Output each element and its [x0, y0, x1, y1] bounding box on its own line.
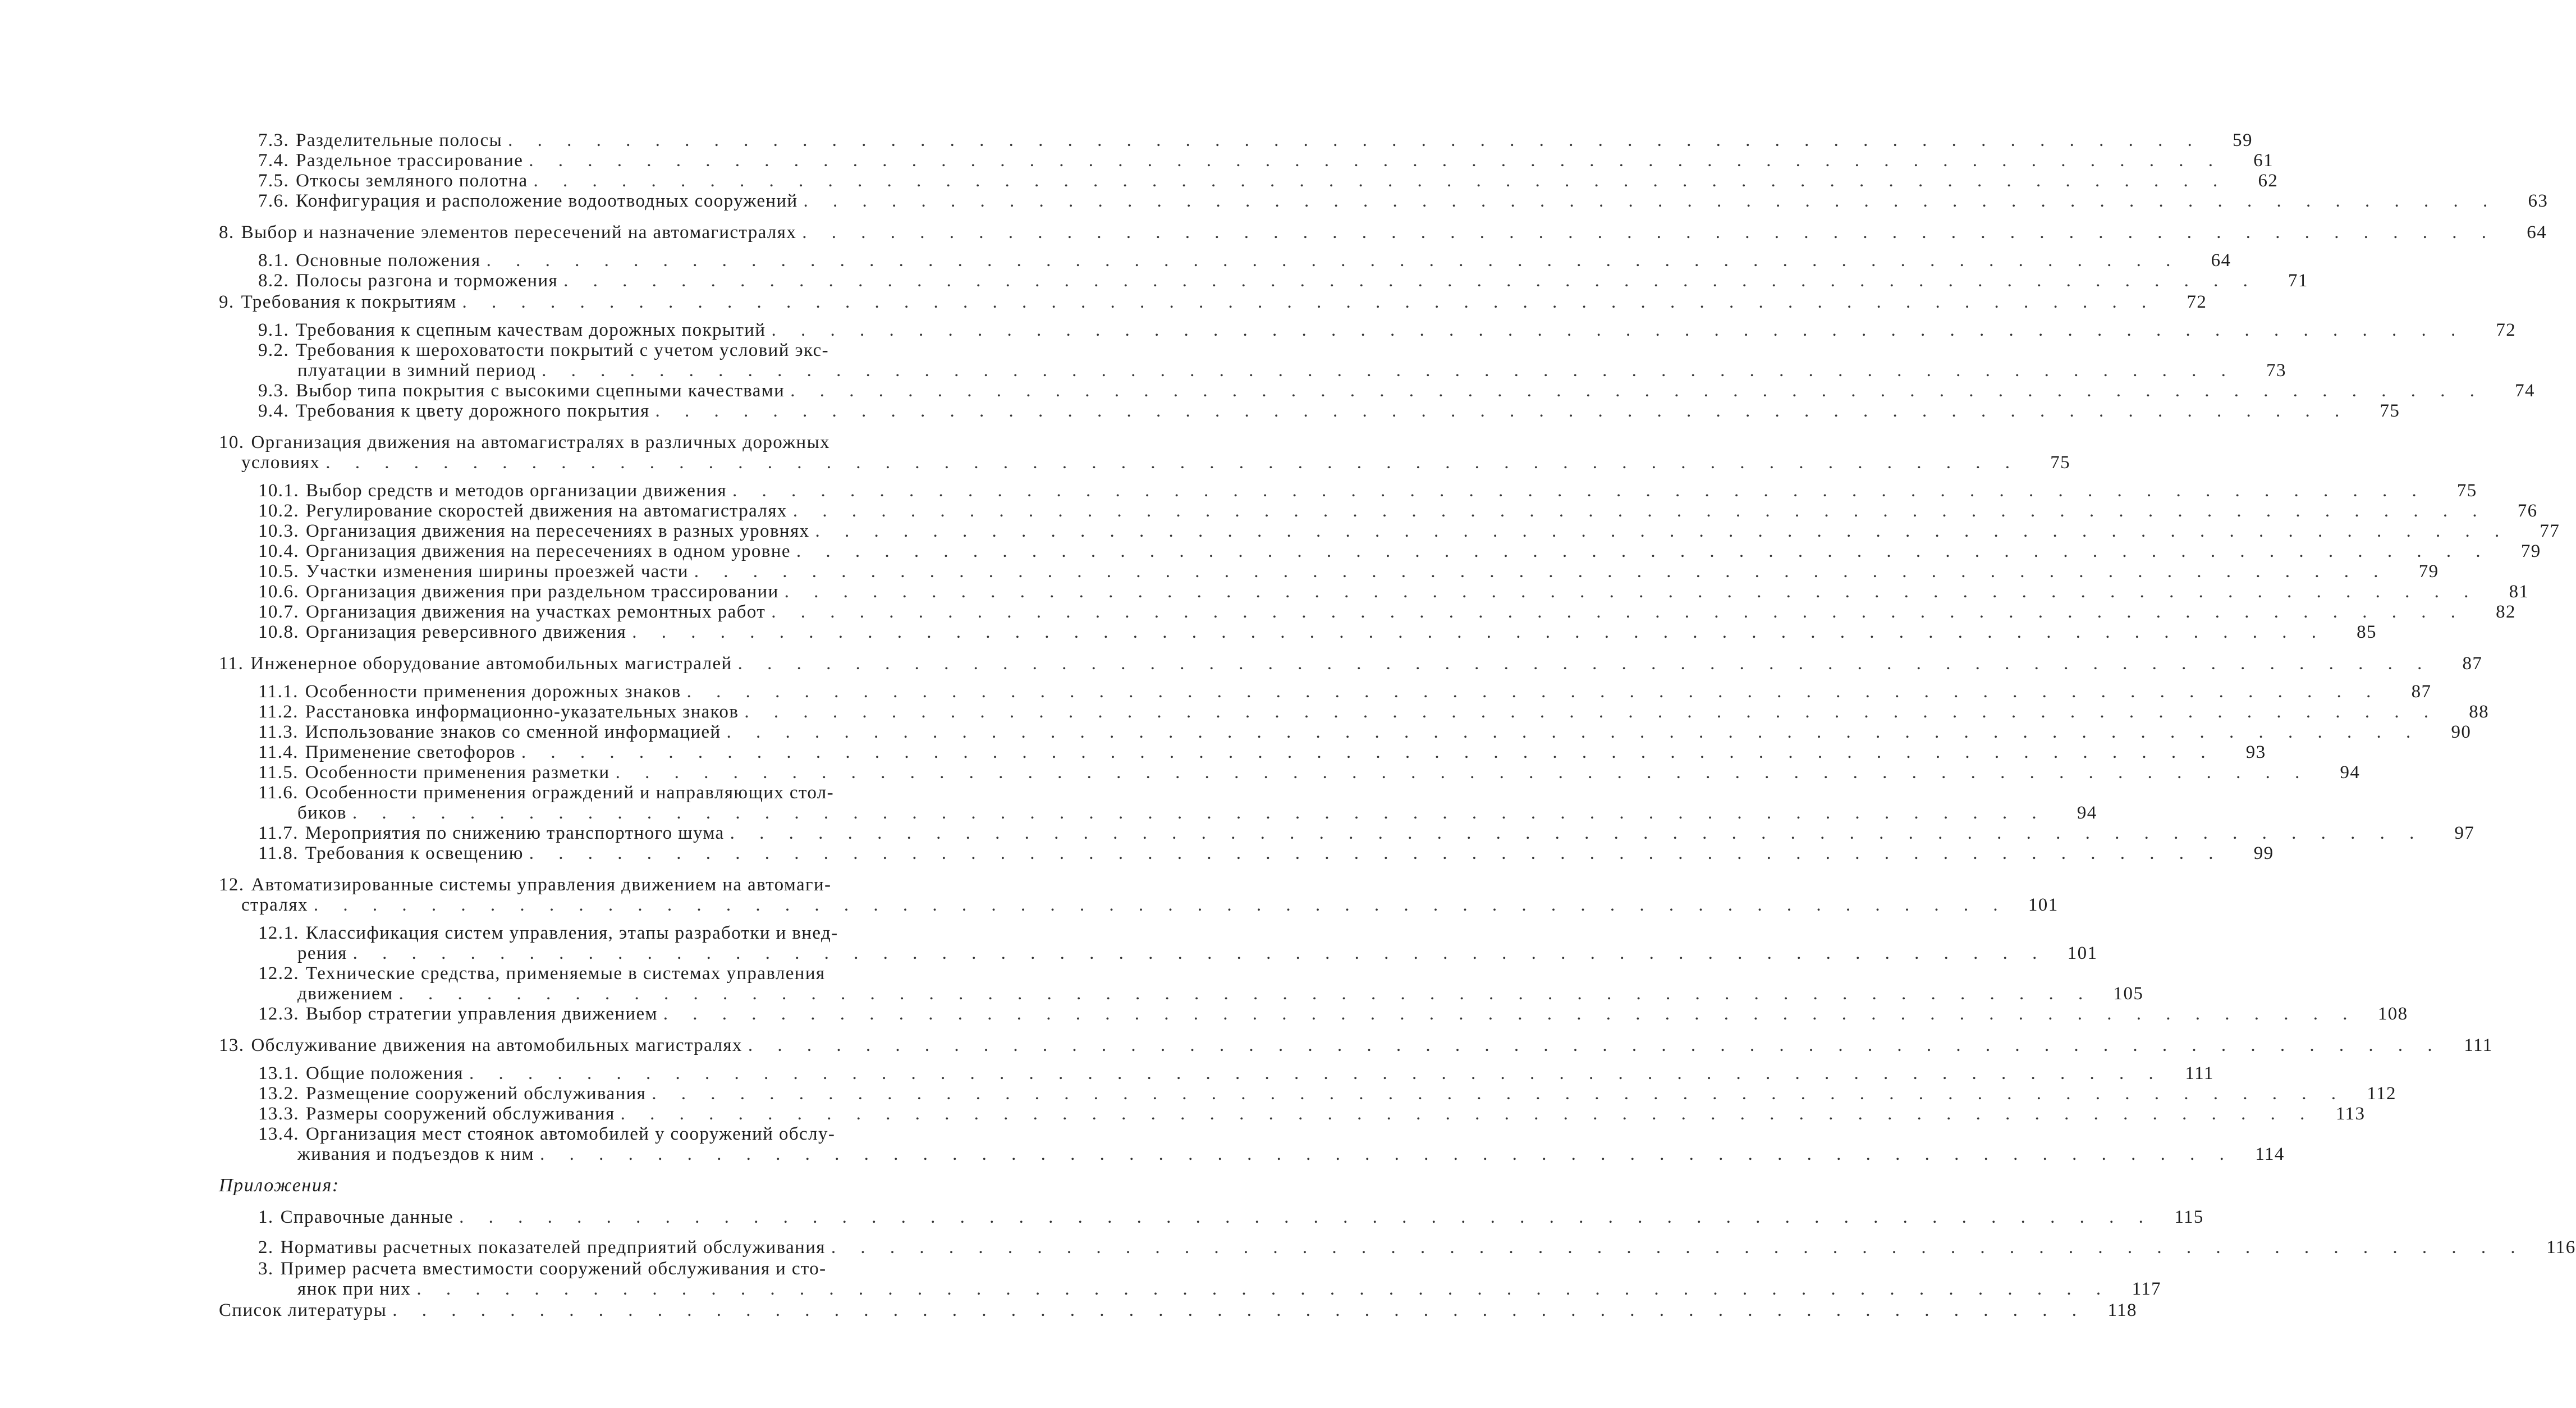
toc-section-e102 — [219, 501, 2538, 521]
toc-section-e76 — [219, 191, 2549, 211]
entry-title: Справочные данные — [280, 1207, 454, 1227]
toc-section-e115 — [219, 762, 2360, 783]
entry-title: Требования к сцепным качествам дорожных покрытий — [296, 320, 766, 340]
entry-title: Мероприятия по снижению транспортного шума — [305, 823, 725, 843]
toc-section-e81 — [219, 250, 2231, 271]
page-number: 114 — [2255, 1144, 2285, 1164]
toc-section-e133-row — [258, 1104, 2366, 1124]
appendix-heading: Приложения: — [219, 1175, 340, 1196]
dot-leader: . . . . . . . . . . . . . . . . . . . . . . . . . . . . . . . . . . . . . . . . . . . . . . . . . . . . . . . . . . — [529, 843, 2224, 863]
toc-chapter-e11 — [219, 653, 2483, 674]
entry-number: 11.3. — [258, 722, 299, 742]
toc-section-e106 — [219, 582, 2529, 602]
entry-title: Организация реверсивного движения — [306, 622, 627, 642]
toc-section-e106-row — [258, 582, 2529, 602]
toc-chapter-e12-line1 — [219, 875, 971, 895]
toc-section-e134 — [219, 1124, 2285, 1164]
entry-title-continued: рения — [297, 943, 347, 963]
dot-leader: . . . . . . . . . . . . . . . . . . . . . . . . . . . . . . . . . . . . . . . . . . . . . . . . . . . . . . . . . . — [459, 1207, 2153, 1227]
entry-title: Инженерное оборудование автомобильных магистралей — [250, 653, 732, 674]
entry-title: Организация движения на участках ремонтных работ — [306, 602, 766, 622]
entry-title-continued: плуатации в зимний период — [297, 360, 537, 381]
dot-leader: . . . . . . . . . . . . . . . . . . . . . . . . . . . . . . . . . . . . . . . . . . . . . . . . . . . . . . . . . . — [392, 1300, 2087, 1320]
entry-title: Основные положения — [296, 250, 481, 271]
toc-section-e91-row — [258, 320, 2517, 340]
dot-leader: . . . . . . . . . . . . . . . . . . . . . . . . . . . . . . . . . . . . . . . . . . . . . . . . . . . . . . . . . . — [352, 803, 2047, 823]
page-number: 61 — [2253, 150, 2274, 171]
toc-section-e121-line1 — [258, 923, 971, 943]
page-number: 74 — [2515, 381, 2535, 401]
entry-number: 12. — [219, 875, 245, 895]
entry-title: Полосы разгона и торможения — [296, 271, 558, 291]
entry-number: 10.5. — [258, 561, 299, 582]
entry-title: Конфигурация и расположение водоотводных сооружений — [296, 191, 798, 211]
entry-number: 10.4. — [258, 541, 299, 561]
dot-leader: . . . . . . . . . . . . . . . . . . . . . . . . . . . . . . . . . . . . . . . . . . . . . . . . . . . . . . . . . . — [542, 360, 2236, 381]
page-number: 87 — [2411, 682, 2432, 702]
page-number: 105 — [2113, 984, 2144, 1004]
page-number: 77 — [2540, 521, 2560, 541]
page-number: 101 — [2067, 943, 2098, 963]
page-number: 73 — [2266, 360, 2286, 381]
entry-title-continued: условиях — [241, 452, 320, 473]
toc-section-e101-row — [258, 481, 2477, 501]
toc-section-e134-line2 — [258, 1144, 2285, 1164]
entry-number: 1. — [258, 1207, 274, 1227]
dot-leader: . . . . . . . . . . . . . . . . . . . . . . . . . . . . . . . . . . . . . . . . . . . . . . . . . . . . . . . . . . — [620, 1104, 2315, 1124]
entry-title-continued: живания и подъездов к ним — [297, 1144, 535, 1164]
toc-section-e118 — [219, 843, 2274, 863]
toc-chapter-e8-row — [219, 222, 2547, 243]
entry-number: 11.5. — [258, 762, 299, 783]
toc-chapter-e8 — [219, 222, 2547, 243]
page-number: 81 — [2509, 582, 2529, 602]
entry-number: 9.1. — [258, 320, 290, 340]
references-entry — [219, 1300, 2137, 1320]
entry-number: 8.2. — [258, 271, 290, 291]
page-number: 87 — [2462, 653, 2483, 674]
dot-leader: . . . . . . . . . . . . . . . . . . . . . . . . . . . . . . . . . . . . . . . . . . . . . . . . . . . . . . . . . . — [529, 150, 2223, 171]
entry-number: 11.7. — [258, 823, 299, 843]
entry-title: Участки изменения ширины проезжей части — [306, 561, 689, 582]
toc-section-e113 — [219, 722, 2472, 742]
toc-section-e103 — [219, 521, 2560, 541]
entry-title: Технические средства, применяемые в системах управления — [306, 963, 826, 984]
dot-leader: . . . . . . . . . . . . . . . . . . . . . . . . . . . . . . . . . . . . . . . . . . . . . . . . . . . . . . . . . . — [803, 191, 2498, 211]
entry-number: 11.4. — [258, 742, 299, 762]
page-number: 113 — [2335, 1104, 2366, 1124]
toc-section-e94 — [219, 401, 2400, 421]
toc-section-e111 — [219, 682, 2432, 702]
entry-title: Применение светофоров — [305, 742, 516, 762]
entry-title: Раздельное трассирование — [296, 150, 524, 171]
dot-leader: . . . . . . . . . . . . . . . . . . . . . . . . . . . . . . . . . . . . . . . . . . . . . . . . . . . . . . . . . . — [521, 742, 2216, 762]
page-number: 108 — [2377, 1004, 2408, 1024]
toc-section-e75-row — [258, 171, 2279, 191]
page-number: 112 — [2367, 1084, 2396, 1104]
toc-chapter-e12 — [219, 875, 2059, 915]
toc-section-e105-row — [258, 561, 2439, 582]
entry-title: Организация мест стоянок автомобилей у сооружений обслу- — [306, 1124, 836, 1144]
page-number: 76 — [2517, 501, 2538, 521]
entry-title: Расстановка информационно-указательных знаков — [305, 702, 739, 722]
toc-section-e107-row — [258, 602, 2516, 622]
entry-title: Общие положения — [306, 1063, 464, 1084]
dot-leader: . . . . . . . . . . . . . . . . . . . . . . . . . . . . . . . . . . . . . . . . . . . . . . . . . . . . . . . . . . — [486, 250, 2181, 271]
dot-leader: . . . . . . . . . . . . . . . . . . . . . . . . . . . . . . . . . . . . . . . . . . . . . . . . . . . . . . . . . . — [831, 1237, 2525, 1258]
page-number: 59 — [2233, 130, 2253, 150]
entry-title: Особенности применения дорожных знаков — [305, 682, 681, 702]
toc-chapter-e11-row — [219, 653, 2483, 674]
entry-number: 3. — [258, 1259, 274, 1279]
page-number: 75 — [2050, 452, 2070, 473]
toc-section-e108 — [219, 622, 2377, 642]
entry-title: Пример расчета вместимости сооружений обслуживания и сто- — [280, 1259, 827, 1279]
toc-section-e111-row — [258, 682, 2432, 702]
dot-leader: . . . . . . . . . . . . . . . . . . . . . . . . . . . . . . . . . . . . . . . . . . . . . . . . . . . . . . . . . . — [790, 381, 2485, 401]
entry-number: 10.7. — [258, 602, 299, 622]
entry-title: Выбор типа покрытия с высокими сцепными качествами — [296, 381, 785, 401]
entry-title-continued: биков — [297, 803, 347, 823]
entry-title: Разделительные полосы — [296, 130, 503, 150]
entry-title: Особенности применения разметки — [305, 762, 610, 783]
dot-leader: . . . . . . . . . . . . . . . . . . . . . . . . . . . . . . . . . . . . . . . . . . . . . . . . . . . . . . . . . . — [694, 561, 2389, 582]
page-number: 116 — [2546, 1237, 2576, 1258]
entry-title: Организация движения на пересечениях в одном уровне — [306, 541, 791, 561]
page-number: 64 — [2527, 222, 2547, 243]
entry-number: 12.1. — [258, 923, 299, 943]
page-number: 62 — [2258, 171, 2279, 191]
references-title: Список литературы — [219, 1300, 387, 1320]
entry-title: Требования к цвету дорожного покрытия — [296, 401, 650, 421]
toc-section-e104-row — [258, 541, 2541, 561]
entry-number: 10.8. — [258, 622, 299, 642]
toc-section-e92-line2 — [258, 360, 2286, 381]
entry-number: 7.3. — [258, 130, 290, 150]
appendix-item-a2-row — [258, 1237, 2576, 1258]
appendix-item-a3 — [219, 1259, 2162, 1299]
entry-title: Размещение сооружений обслуживания — [306, 1084, 647, 1104]
dot-leader: . . . . . . . . . . . . . . . . . . . . . . . . . . . . . . . . . . . . . . . . . . . . . . . . . . . . . . . . . . — [732, 481, 2427, 501]
appendix-item-a2 — [219, 1237, 2576, 1258]
toc-section-e114 — [219, 742, 2266, 762]
table-of-contents — [219, 130, 2576, 1320]
toc-section-e117-row — [258, 823, 2475, 843]
page-number: 63 — [2528, 191, 2549, 211]
entry-number: 2. — [258, 1237, 274, 1258]
toc-section-e91 — [219, 320, 2517, 340]
page-number: 75 — [2380, 401, 2400, 421]
entry-title: Организация движения на пересечениях в разных уровнях — [306, 521, 810, 541]
toc-section-e92-line1 — [258, 340, 971, 360]
toc-chapter-e10 — [219, 432, 2070, 473]
dot-leader: . . . . . . . . . . . . . . . . . . . . . . . . . . . . . . . . . . . . . . . . . . . . . . . . . . . . . . . . . . — [726, 722, 2421, 742]
toc-section-e74-row — [258, 150, 2274, 171]
dot-leader: . . . . . . . . . . . . . . . . . . . . . . . . . . . . . . . . . . . . . . . . . . . . . . . . . . . . . . . . . . — [686, 682, 2381, 702]
entry-title: Классификация систем управления, этапы разработки и внед- — [306, 923, 838, 943]
toc-chapter-e9-row — [219, 292, 2207, 312]
page-number: 79 — [2520, 541, 2541, 561]
entry-number: 8.1. — [258, 250, 290, 271]
dot-leader: . . . . . . . . . . . . . . . . . . . . . . . . . . . . . . . . . . . . . . . . . . . . . . . . . . . . . . . . . . — [469, 1063, 2164, 1084]
page-number: 115 — [2174, 1207, 2204, 1227]
dot-leader: . . . . . . . . . . . . . . . . . . . . . . . . . . . . . . . . . . . . . . . . . . . . . . . . . . . . . . . . . . — [737, 653, 2432, 674]
toc-section-e123 — [219, 1004, 2408, 1024]
toc-chapter-e13 — [219, 1035, 2493, 1055]
entry-title: Требования к покрытиям — [241, 292, 457, 312]
entry-title: Размеры сооружений обслуживания — [306, 1104, 615, 1124]
page-number: 79 — [2418, 561, 2439, 582]
page-number: 117 — [2132, 1279, 2162, 1299]
toc-section-e121-line2 — [258, 943, 2098, 963]
dot-leader: . . . . . . . . . . . . . . . . . . . . . . . . . . . . . . . . . . . . . . . . . . . . . . . . . . . . . . . . . . — [398, 984, 2093, 1004]
entry-title: Организация движения при раздельном трассировании — [306, 582, 779, 602]
toc-chapter-e12-line2 — [219, 895, 2059, 915]
entry-number: 13.3. — [258, 1104, 299, 1124]
page-number: 94 — [2077, 803, 2097, 823]
page-number: 72 — [2496, 320, 2517, 340]
toc-section-e122-line1 — [258, 963, 971, 984]
entry-number: 9.4. — [258, 401, 290, 421]
toc-section-e103-row — [258, 521, 2560, 541]
toc-section-e93-row — [258, 381, 2535, 401]
toc-section-e131-row — [258, 1063, 2214, 1084]
dot-leader: . . . . . . . . . . . . . . . . . . . . . . . . . . . . . . . . . . . . . . . . . . . . . . . . . . . . . . . . . . — [730, 823, 2424, 843]
page-number: 85 — [2357, 622, 2377, 642]
toc-section-e133 — [219, 1104, 2366, 1124]
dot-leader: . . . . . . . . . . . . . . . . . . . . . . . . . . . . . . . . . . . . . . . . . . . . . . . . . . . . . . . . . . — [352, 943, 2047, 963]
entry-number: 9.2. — [258, 340, 290, 360]
page-number: 93 — [2245, 742, 2266, 762]
toc-section-e81-row — [258, 250, 2231, 271]
page-number: 111 — [2464, 1035, 2493, 1055]
dot-leader: . . . . . . . . . . . . . . . . . . . . . . . . . . . . . . . . . . . . . . . . . . . . . . . . . . . . . . . . . . — [416, 1279, 2111, 1299]
entry-number: 13.4. — [258, 1124, 299, 1144]
page-number: 94 — [2340, 762, 2360, 783]
toc-section-e116-line2 — [258, 803, 2097, 823]
page-number: 111 — [2185, 1063, 2214, 1084]
toc-section-e116 — [219, 783, 2097, 823]
entry-number: 9.3. — [258, 381, 290, 401]
references-row — [219, 1300, 2137, 1320]
toc-section-e76-row — [258, 191, 2549, 211]
toc-section-e114-row — [258, 742, 2266, 762]
entry-number: 13.1. — [258, 1063, 299, 1084]
entry-title: Выбор средств и методов организации движения — [306, 481, 727, 501]
dot-leader: . . . . . . . . . . . . . . . . . . . . . . . . . . . . . . . . . . . . . . . . . . . . . . . . . . . . . . . . . . — [462, 292, 2157, 312]
dot-leader: . . . . . . . . . . . . . . . . . . . . . . . . . . . . . . . . . . . . . . . . . . . . . . . . . . . . . . . . . . — [540, 1144, 2234, 1164]
page-number: 90 — [2451, 722, 2472, 742]
entry-number: 8. — [219, 222, 235, 243]
dot-leader: . . . . . . . . . . . . . . . . . . . . . . . . . . . . . . . . . . . . . . . . . . . . . . . . . . . . . . . . . . — [796, 541, 2491, 561]
toc-section-e92 — [219, 340, 2286, 381]
page-number: 64 — [2211, 250, 2231, 271]
toc-section-e82-row — [258, 271, 2308, 291]
entry-title-continued: стралях — [241, 895, 308, 915]
toc-section-e134-line1 — [258, 1124, 971, 1144]
toc-section-e113-row — [258, 722, 2472, 742]
entry-number: 11.8. — [258, 843, 299, 863]
toc-section-e105 — [219, 561, 2439, 582]
dot-leader: . . . . . . . . . . . . . . . . . . . . . . . . . . . . . . . . . . . . . . . . . . . . . . . . . . . . . . . . . . — [326, 452, 2020, 473]
dot-leader: . . . . . . . . . . . . . . . . . . . . . . . . . . . . . . . . . . . . . . . . . . . . . . . . . . . . . . . . . . — [663, 1004, 2358, 1024]
dot-leader: . . . . . . . . . . . . . . . . . . . . . . . . . . . . . . . . . . . . . . . . . . . . . . . . . . . . . . . . . . — [771, 320, 2466, 340]
toc-section-e107 — [219, 602, 2516, 622]
toc-section-e75 — [219, 171, 2279, 191]
entry-number: 10.1. — [258, 481, 299, 501]
toc-section-e115-row — [258, 762, 2360, 783]
page-number: 99 — [2253, 843, 2274, 863]
dot-leader: . . . . . . . . . . . . . . . . . . . . . . . . . . . . . . . . . . . . . . . . . . . . . . . . . . . . . . . . . . — [313, 895, 2008, 915]
entry-title: Автоматизированные системы управления движением на автомаги- — [251, 875, 832, 895]
toc-section-e112-row — [258, 702, 2490, 722]
dot-leader: . . . . . . . . . . . . . . . . . . . . . . . . . . . . . . . . . . . . . . . . . . . . . . . . . . . . . . . . . . — [563, 271, 2258, 291]
entry-title: Требования к шероховатости покрытий с учетом условий экс- — [296, 340, 829, 360]
entry-number: 11.2. — [258, 702, 299, 722]
page-number: 75 — [2456, 481, 2477, 501]
entry-number: 7.4. — [258, 150, 290, 171]
entry-number: 10.3. — [258, 521, 299, 541]
dot-leader: . . . . . . . . . . . . . . . . . . . . . . . . . . . . . . . . . . . . . . . . . . . . . . . . . . . . . . . . . . — [784, 582, 2479, 602]
page-number: 88 — [2469, 702, 2490, 722]
appendix-item-a3-line1 — [258, 1259, 971, 1279]
entry-title-continued: янок при них — [297, 1279, 411, 1299]
toc-section-e131 — [219, 1063, 2214, 1084]
toc-section-e94-row — [258, 401, 2400, 421]
entry-number: 12.3. — [258, 1004, 299, 1024]
toc-section-e116-line1 — [258, 783, 971, 803]
toc-section-e74 — [219, 150, 2274, 171]
toc-section-e132 — [219, 1084, 2396, 1104]
entry-number: 10.2. — [258, 501, 299, 521]
page-number: 82 — [2496, 602, 2516, 622]
page-number: 118 — [2107, 1300, 2137, 1320]
toc-section-e118-row — [258, 843, 2274, 863]
toc-section-e73 — [219, 130, 2253, 150]
toc-section-e132-row — [258, 1084, 2396, 1104]
entry-title: Требования к освещению — [305, 843, 524, 863]
entry-number: 11.1. — [258, 682, 299, 702]
entry-number: 10. — [219, 432, 245, 452]
dot-leader: . . . . . . . . . . . . . . . . . . . . . . . . . . . . . . . . . . . . . . . . . . . . . . . . . . . . . . . . . . — [533, 171, 2228, 191]
appendix-item-a3-line2 — [258, 1279, 2162, 1299]
dot-leader: . . . . . . . . . . . . . . . . . . . . . . . . . . . . . . . . . . . . . . . . . . . . . . . . . . . . . . . . . . — [655, 401, 2350, 421]
toc-chapter-e10-line2 — [219, 452, 2070, 473]
entry-number: 11.6. — [258, 783, 299, 803]
entry-number: 7.5. — [258, 171, 290, 191]
toc-chapter-e13-row — [219, 1035, 2493, 1055]
dot-leader: . . . . . . . . . . . . . . . . . . . . . . . . . . . . . . . . . . . . . . . . . . . . . . . . . . . . . . . . . . — [652, 1084, 2346, 1104]
toc-section-e104 — [219, 541, 2541, 561]
dot-leader: . . . . . . . . . . . . . . . . . . . . . . . . . . . . . . . . . . . . . . . . . . . . . . . . . . . . . . . . . . — [802, 222, 2497, 243]
toc-section-e122 — [219, 963, 2144, 1004]
toc-section-e122-line2 — [258, 984, 2144, 1004]
entry-title: Организация движения на автомагистралях в различных дорожных — [251, 432, 831, 452]
toc-section-e93 — [219, 381, 2535, 401]
toc-section-e108-row — [258, 622, 2377, 642]
toc-section-e102-row — [258, 501, 2538, 521]
toc-chapter-e10-line1 — [219, 432, 971, 452]
page-number: 97 — [2454, 823, 2475, 843]
entry-title: Выбор стратегии управления движением — [306, 1004, 658, 1024]
entry-title: Обслуживание движения на автомобильных магистралях — [251, 1035, 742, 1055]
toc-section-e82 — [219, 271, 2308, 291]
dot-leader: . . . . . . . . . . . . . . . . . . . . . . . . . . . . . . . . . . . . . . . . . . . . . . . . . . . . . . . . . . — [748, 1035, 2442, 1055]
entry-number: 7.6. — [258, 191, 290, 211]
entry-title: Регулирование скоростей движения на автомагистралях — [306, 501, 787, 521]
appendix-item-a1-row — [258, 1207, 2204, 1227]
toc-chapter-e9 — [219, 292, 2207, 312]
toc-section-e101 — [219, 481, 2477, 501]
entry-title-continued: движением — [297, 984, 393, 1004]
dot-leader: . . . . . . . . . . . . . . . . . . . . . . . . . . . . . . . . . . . . . . . . . . . . . . . . . . . . . . . . . . — [771, 602, 2465, 622]
entry-title: Нормативы расчетных показателей предприятий обслуживания — [280, 1237, 826, 1258]
toc-section-e73-row — [258, 130, 2253, 150]
entry-title: Особенности применения ограждений и направляющих стол- — [305, 783, 835, 803]
toc-section-e123-row — [258, 1004, 2408, 1024]
entry-number: 13.2. — [258, 1084, 299, 1104]
page-number: 101 — [2028, 895, 2059, 915]
entry-title: Использование знаков со сменной информацией — [305, 722, 721, 742]
dot-leader: . . . . . . . . . . . . . . . . . . . . . . . . . . . . . . . . . . . . . . . . . . . . . . . . . . . . . . . . . . — [815, 521, 2510, 541]
toc-section-e117 — [219, 823, 2475, 843]
page-number: 72 — [2187, 292, 2207, 312]
toc-section-e121 — [219, 923, 2098, 963]
toc-section-e112 — [219, 702, 2490, 722]
entry-title: Выбор и назначение элементов пересечений на автомагистралях — [241, 222, 797, 243]
dot-leader: . . . . . . . . . . . . . . . . . . . . . . . . . . . . . . . . . . . . . . . . . . . . . . . . . . . . . . . . . . — [632, 622, 2326, 642]
entry-number: 10.6. — [258, 582, 299, 602]
entry-number: 9. — [219, 292, 235, 312]
entry-number: 11. — [219, 653, 244, 674]
page-number: 71 — [2288, 271, 2308, 291]
entry-number: 12.2. — [258, 963, 299, 984]
dot-leader: . . . . . . . . . . . . . . . . . . . . . . . . . . . . . . . . . . . . . . . . . . . . . . . . . . . . . . . . . . — [792, 501, 2487, 521]
appendix-item-a1 — [219, 1207, 2204, 1227]
dot-leader: . . . . . . . . . . . . . . . . . . . . . . . . . . . . . . . . . . . . . . . . . . . . . . . . . . . . . . . . . . — [508, 130, 2202, 150]
dot-leader: . . . . . . . . . . . . . . . . . . . . . . . . . . . . . . . . . . . . . . . . . . . . . . . . . . . . . . . . . . — [744, 702, 2439, 722]
entry-number: 13. — [219, 1035, 245, 1055]
entry-title: Откосы земляного полотна — [296, 171, 528, 191]
dot-leader: . . . . . . . . . . . . . . . . . . . . . . . . . . . . . . . . . . . . . . . . . . . . . . . . . . . . . . . . . . — [615, 762, 2310, 783]
